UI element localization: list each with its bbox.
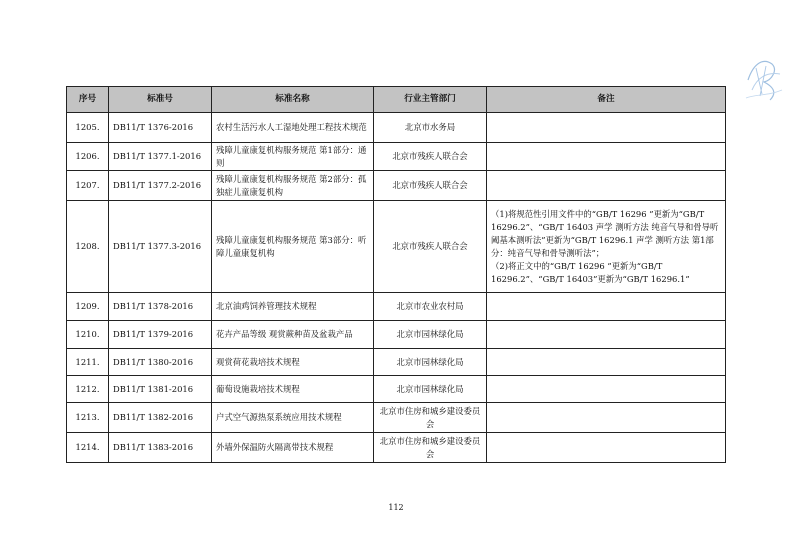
cell-name: 花卉产品等级 观赏蕨种苗及盆栽产品: [212, 321, 374, 349]
cell-serial: 1209.: [67, 293, 109, 321]
cell-remarks: [487, 293, 726, 321]
cell-code: DB11/T 1383-2016: [109, 433, 212, 463]
standards-table: [66, 86, 726, 463]
cell-code: DB11/T 1381-2016: [109, 376, 212, 403]
cell-dept: 北京市残疾人联合会: [374, 143, 487, 171]
table-row: [67, 293, 726, 321]
cell-name: 残障儿童康复机构服务规范 第3部分：听障儿童康复机构: [212, 201, 374, 293]
cell-dept: 北京市农业农村局: [374, 293, 487, 321]
cell-name: 外墙外保温防火隔离带技术规程: [212, 433, 374, 463]
table-row: [67, 433, 726, 463]
cell-serial: 1213.: [67, 403, 109, 433]
header-remarks: 备注: [487, 87, 726, 113]
cell-name: 残障儿童康复机构服务规范 第1部分：通则: [212, 143, 374, 171]
remark-item-1: （1)将规范性引用文件中的“GB/T 16296 ”更新为“GB/T 16296.2”、“GB/T 16403 声学 测听方法 纯音气导和骨导听阈基本测听法”更新为“GB/T 16296.1 声学 测听方法 第1部分：纯音气导和骨导测听法”；: [491, 208, 719, 258]
cell-name: 农村生活污水人工湿地处理工程技术规范: [212, 113, 374, 143]
cell-code: DB11/T 1377.2-2016: [109, 171, 212, 201]
cell-remarks: [487, 321, 726, 349]
table-row: [67, 113, 726, 143]
page-number: 112: [388, 503, 404, 512]
cell-remarks: [487, 433, 726, 463]
watermark-seal: [742, 50, 786, 106]
cell-remarks: [487, 143, 726, 171]
cell-code: DB11/T 1377.3-2016: [109, 201, 212, 293]
cell-serial: 1207.: [67, 171, 109, 201]
cell-dept: 北京市住房和城乡建设委员会: [374, 403, 487, 433]
cell-serial: 1212.: [67, 376, 109, 403]
header-standard-name: 标准名称: [212, 87, 374, 113]
cell-serial: 1206.: [67, 143, 109, 171]
cell-name: 葡萄设施栽培技术规程: [212, 376, 374, 403]
cell-serial: 1205.: [67, 113, 109, 143]
cell-dept: 北京市园林绿化局: [374, 376, 487, 403]
header-standard-code: 标准号: [109, 87, 212, 113]
cell-dept: 北京市园林绿化局: [374, 349, 487, 376]
cell-serial: 1214.: [67, 433, 109, 463]
table-row: [67, 403, 726, 433]
cell-dept: 北京市水务局: [374, 113, 487, 143]
cell-dept: 北京市残疾人联合会: [374, 171, 487, 201]
table-header-row: [67, 87, 726, 113]
cell-code: DB11/T 1380-2016: [109, 349, 212, 376]
table-row: [67, 376, 726, 403]
table-row: [67, 143, 726, 171]
cell-dept: 北京市园林绿化局: [374, 321, 487, 349]
cell-code: DB11/T 1377.1-2016: [109, 143, 212, 171]
cell-serial: 1211.: [67, 349, 109, 376]
cell-code: DB11/T 1378-2016: [109, 293, 212, 321]
table-row: [67, 321, 726, 349]
cell-remarks: [487, 113, 726, 143]
cell-code: DB11/T 1382-2016: [109, 403, 212, 433]
cell-remarks: [487, 201, 726, 293]
cell-remarks: [487, 171, 726, 201]
cell-serial: 1208.: [67, 201, 109, 293]
table-row: [67, 201, 726, 293]
cell-name: 户式空气源热泵系统应用技术规程: [212, 403, 374, 433]
cell-dept: 北京市住房和城乡建设委员会: [374, 433, 487, 463]
cell-remarks: [487, 376, 726, 403]
header-department: 行业主管部门: [374, 87, 487, 113]
cell-serial: 1210.: [67, 321, 109, 349]
cell-code: DB11/T 1379-2016: [109, 321, 212, 349]
cell-code: DB11/T 1376-2016: [109, 113, 212, 143]
cell-name: 观赏荷花栽培技术规程: [212, 349, 374, 376]
cell-name: 残障儿童康复机构服务规范 第2部分：孤独症儿童康复机构: [212, 171, 374, 201]
cell-remarks: [487, 349, 726, 376]
header-serial: 序号: [67, 87, 109, 113]
cell-name: 北京油鸡饲养管理技术规程: [212, 293, 374, 321]
table-row: [67, 171, 726, 201]
cell-dept: 北京市残疾人联合会: [374, 201, 487, 293]
table-row: [67, 349, 726, 376]
cell-remarks: [487, 403, 726, 433]
remark-item-2: （2)将正文中的“GB/T 16296 ”更新为“GB/T 16296.2”、“GB/T 16403”更新为“GB/T 16296.1”: [491, 260, 690, 284]
